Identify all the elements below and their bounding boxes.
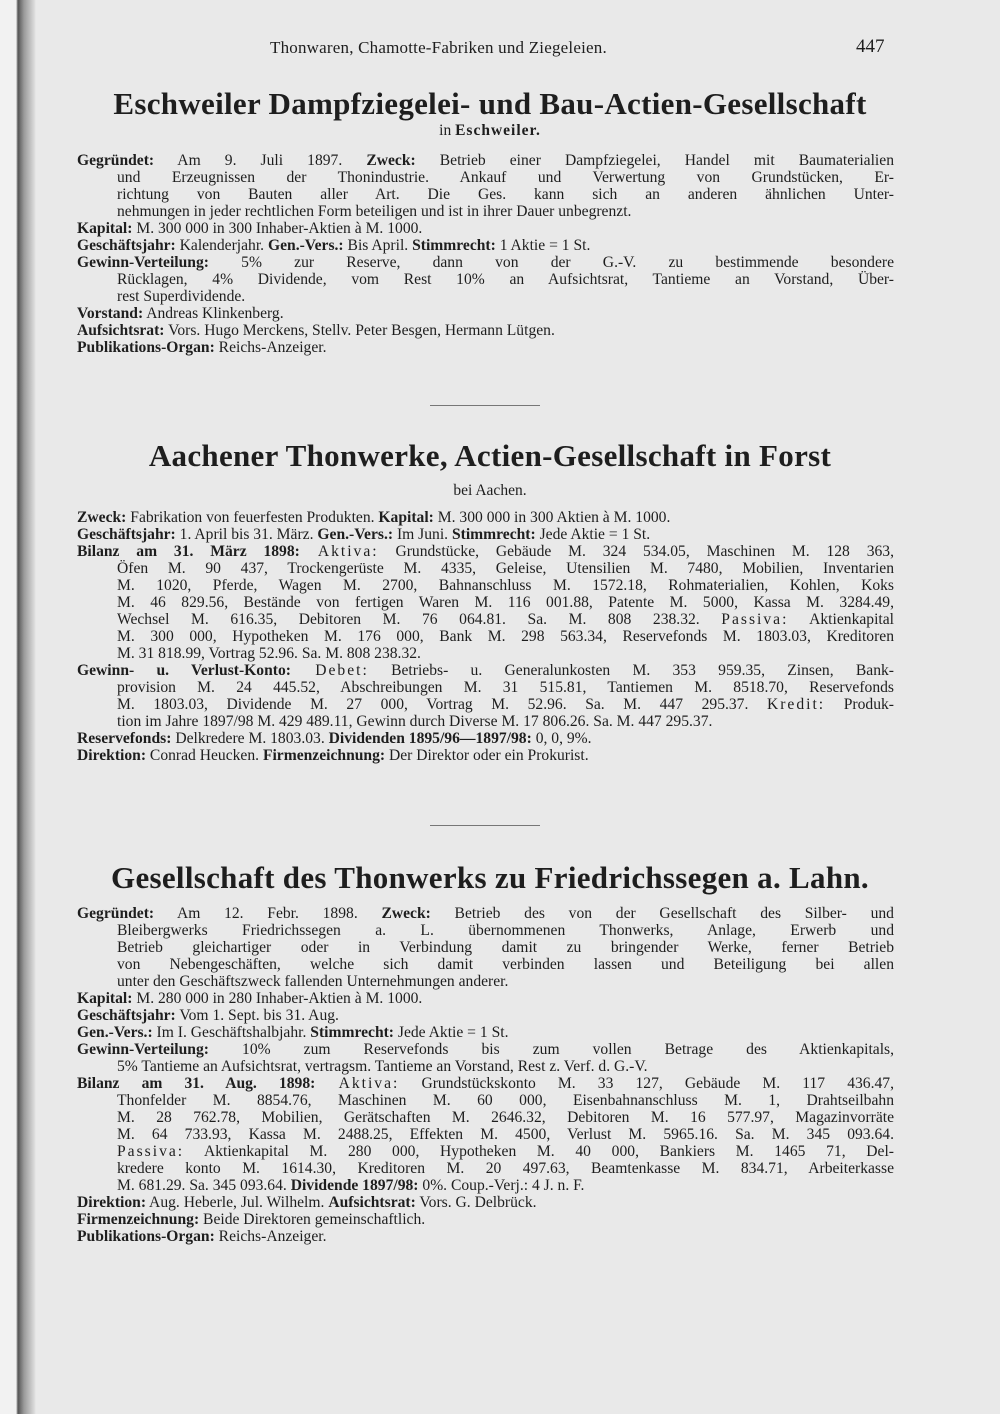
- text-line: [77, 339, 894, 356]
- field-text: Öfen M. 90 437, Trockengerüste M. 4335, Geleise, Utensilien M. 7480, Mobilien, Inventarien: [117, 560, 894, 577]
- section-3-body: [77, 905, 894, 1245]
- text-line: [77, 288, 894, 305]
- text-line: [77, 509, 894, 526]
- field-label: Gegründet:: [77, 152, 155, 169]
- field-text: und Erzeugnissen der Thonindustrie. Ankauf und Verwertung von Grundstücken, Er-: [117, 169, 894, 186]
- field-label: Gegründet:: [77, 905, 155, 922]
- entry-paragraph: [77, 905, 894, 990]
- text-line: [77, 730, 894, 747]
- field-text: Jede Aktie = 1 St.: [535, 526, 651, 543]
- text-line: [77, 1024, 894, 1041]
- field-text: Betrieb gleichartiger oder in Verbindung damit zu bringender Werke, ferner Betrieb: [117, 939, 894, 956]
- spaced-label: Aktiva:: [315, 1075, 400, 1092]
- field-label: Stimmrecht:: [451, 526, 536, 543]
- entry-paragraph: [77, 1075, 894, 1194]
- text-line: [77, 577, 894, 594]
- scan-binding-edge: [0, 0, 36, 1414]
- field-label: Gen.-Vers.:: [77, 1024, 153, 1041]
- field-text: M. 300 000 in 300 Aktien à M. 1000.: [433, 509, 671, 526]
- field-label: Reservefonds:: [77, 730, 172, 747]
- entry-paragraph: [77, 543, 894, 662]
- field-text: M. 46 829.56, Bestände von fertigen Waren M. 116 001.88, Patente M. 5000, Kassa M. 3284.49,: [117, 594, 894, 611]
- field-label: Kapital:: [77, 220, 133, 237]
- text-line: [77, 990, 894, 1007]
- field-text: Bleibergwerks Friedrichssegen a. L. übernommenen Thonwerks, Anlage, Erwerb und: [117, 922, 894, 939]
- field-label: Bilanz am 31. März 1898:: [77, 543, 300, 560]
- text-line: [77, 1194, 894, 1211]
- field-text: Betriebs- u. Generalunkosten M. 353 959.35, Zinsen, Bank-: [368, 662, 894, 679]
- field-label: Kapital:: [77, 990, 133, 1007]
- entry-paragraph: [77, 1194, 894, 1211]
- entry-paragraph: [77, 1007, 894, 1024]
- field-text: kredere konto M. 1614.30, Kreditoren M. 20 497.63, Beamtenkasse M. 834.71, Arbeiterkasse: [117, 1160, 894, 1177]
- text-line: [77, 922, 894, 939]
- text-line: [77, 203, 894, 220]
- text-line: [77, 1126, 894, 1143]
- field-text: 0, 0, 9%.: [531, 730, 592, 747]
- field-text: tion im Jahre 1897/98 M. 429 489.11, Gewinn durch Diverse M. 17 806.26. Sa. M. 447 295.37.: [117, 713, 713, 730]
- field-text: Conrad Heucken.: [146, 747, 263, 764]
- text-line: [77, 1177, 894, 1194]
- field-text: Am 12. Febr. 1898.: [154, 905, 382, 922]
- text-line: [77, 1160, 894, 1177]
- field-text: Am 9. Juli 1897.: [154, 152, 367, 169]
- field-label: Geschäftsjahr:: [77, 237, 176, 254]
- field-text: Delkredere M. 1803.03.: [171, 730, 329, 747]
- field-text: Bis April.: [343, 237, 413, 254]
- text-line: [77, 543, 894, 560]
- text-line: [77, 747, 894, 764]
- field-text: Grundstückskonto M. 33 127, Gebäude M. 117 436.47,: [399, 1075, 894, 1092]
- field-text: M. 300 000, Hypotheken M. 176 000, Bank M. 298 563.34, Reservefonds M. 1803.03, Kreditoren: [117, 628, 894, 645]
- entry-paragraph: [77, 237, 894, 254]
- text-line: [77, 169, 894, 186]
- field-text: M. 1803.03, Dividende M. 27 000, Vortrag M. 52.96. Sa. M. 447 295.37.: [117, 696, 767, 713]
- text-line: [77, 271, 894, 288]
- field-text: Aktienkapital: [788, 611, 894, 628]
- field-text: Beide Direktoren gemeinschaftlich.: [199, 1211, 426, 1228]
- field-text: Betrieb des von der Gesellschaft des Silber- und: [430, 905, 894, 922]
- field-text: Vom 1. Sept. bis 31. Aug.: [175, 1007, 339, 1024]
- field-text: von Nebengeschäften, welche sich damit verbinden lassen und Beteiligung bei allen: [117, 956, 894, 973]
- text-line: [77, 186, 894, 203]
- text-line: [77, 628, 894, 645]
- field-text: 0%. Coup.-Verj.: 4 J. n. F.: [418, 1177, 585, 1194]
- field-label: Publikations-Organ:: [77, 339, 215, 356]
- text-line: [77, 1109, 894, 1126]
- field-label: Firmenzeichnung:: [77, 1211, 200, 1228]
- entry-paragraph: [77, 1024, 894, 1041]
- field-text: Produk-: [825, 696, 894, 713]
- section-3-title: Gesellschaft des Thonwerks zu Friedrichssegen a. Lahn.: [111, 860, 869, 895]
- text-line: [77, 1228, 894, 1245]
- field-label: Direktion:: [77, 747, 147, 764]
- text-line: [77, 560, 894, 577]
- field-text: M. 300 000 in 300 Inhaber-Aktien à M. 1000.: [132, 220, 423, 237]
- text-line: [77, 1058, 894, 1075]
- field-label: Zweck:: [77, 509, 127, 526]
- field-text: Im I. Geschäftshalbjahr.: [152, 1024, 311, 1041]
- field-text: Betrieb einer Dampfziegelei, Handel mit Baumaterialien: [415, 152, 894, 169]
- field-label: Stimmrecht:: [412, 237, 496, 254]
- field-label: Gewinn- u. Verlust-Konto:: [77, 662, 291, 679]
- page-number: 447: [856, 36, 885, 57]
- field-text: Kalenderjahr.: [175, 237, 268, 254]
- field-label: Aufsichtsrat:: [77, 322, 165, 339]
- field-text: provision M. 24 445.52, Abschreibungen M. 31 515.81, Tantiemen M. 8518.70, Reservefonds: [117, 679, 894, 696]
- field-label: Bilanz am 31. Aug. 1898:: [77, 1075, 316, 1092]
- entry-paragraph: [77, 526, 894, 543]
- text-line: [77, 1075, 894, 1092]
- spaced-label: Aktiva:: [299, 543, 379, 560]
- field-label: Dividende 1897/98:: [290, 1177, 419, 1194]
- entry-paragraph: [77, 509, 894, 526]
- field-text: Jede Aktie = 1 St.: [394, 1024, 509, 1041]
- text-line: [77, 305, 894, 322]
- field-label: Direktion:: [77, 1194, 147, 1211]
- entry-paragraph: [77, 339, 894, 356]
- field-text: Vors. G. Delbrück.: [415, 1194, 537, 1211]
- field-text: Fabrikation von feuerfesten Produkten.: [126, 509, 379, 526]
- field-text: 5% Tantieme an Aufsichtsrat, vertragsm. Tantieme an Vorstand, Rest z. Verf. d. G.-V.: [117, 1058, 648, 1075]
- entry-paragraph: [77, 747, 894, 764]
- field-text: Rücklagen, 4% Dividende, vom Rest 10% an Aufsichtsrat, Tantieme an Vorstand, Über-: [117, 271, 894, 288]
- entry-paragraph: [77, 220, 894, 237]
- field-text: Der Direktor oder ein Prokurist.: [385, 747, 589, 764]
- text-line: [77, 679, 894, 696]
- field-text: 5% zur Reserve, dann von der G.-V. zu bestimmende besondere: [208, 254, 894, 271]
- text-line: [77, 662, 894, 679]
- text-line: [77, 254, 894, 271]
- text-line: [77, 645, 894, 662]
- running-title: Thonwaren, Chamotte-Fabriken und Ziegeleien.: [270, 38, 607, 57]
- text-line: [77, 1092, 894, 1109]
- entry-paragraph: [77, 1041, 894, 1075]
- field-text: M. 28 762.78, Mobilien, Gerätschaften M. 2646.32, Debitoren M. 16 577.97, Magazinvorräte: [117, 1109, 894, 1126]
- text-line: [77, 1007, 894, 1024]
- entry-paragraph: [77, 322, 894, 339]
- subtitle-place: Eschweiler.: [455, 122, 541, 139]
- text-line: [77, 152, 894, 169]
- field-label: Publikations-Organ:: [77, 1228, 215, 1245]
- field-label: Firmenzeichnung:: [262, 747, 386, 764]
- text-line: [77, 713, 894, 730]
- subtitle-prefix: in: [439, 122, 456, 139]
- section-1-subtitle: [60, 122, 920, 140]
- text-line: [77, 1143, 894, 1160]
- field-label: Dividenden 1895/96—1897/98:: [328, 730, 532, 747]
- text-line: [77, 956, 894, 973]
- field-label: Vorstand:: [77, 305, 144, 322]
- entry-paragraph: [77, 990, 894, 1007]
- field-text: Reichs-Anzeiger.: [214, 339, 327, 356]
- section-1-title: Eschweiler Dampfziegelei- und Bau-Actien-Gesellschaft: [113, 86, 867, 121]
- field-text: richtung von Bauten aller Art. Die Ges. kann sich an anderen ähnlichen Unter-: [117, 186, 894, 203]
- entry-paragraph: [77, 152, 894, 220]
- section-2-body: [77, 509, 894, 764]
- field-text: Wechsel M. 616.35, Debitoren M. 76 064.81. Sa. M. 808 238.32.: [117, 611, 722, 628]
- field-text: M. 64 733.93, Kassa M. 2488.25, Effekten M. 4500, Verlust M. 5965.16. Sa. M. 345 093.64.: [117, 1126, 894, 1143]
- entry-paragraph: [77, 305, 894, 322]
- section-divider: [430, 405, 540, 406]
- spaced-label: Kredit:: [766, 696, 826, 713]
- field-label: Geschäftsjahr:: [77, 526, 176, 543]
- field-text: Thonfelder M. 8854.76, Maschinen M. 60 000, Eisenbahnanschluss M. 1, Drahtseilbahn: [117, 1092, 894, 1109]
- field-text: rest Superdividende.: [117, 288, 246, 305]
- field-label: Gen.-Vers.:: [267, 237, 344, 254]
- text-line: [77, 322, 894, 339]
- field-text: M. 681.29. Sa. 345 093.64.: [117, 1177, 291, 1194]
- section-2-title: Aachener Thonwerke, Actien-Gesellschaft in Forst: [148, 438, 832, 473]
- field-text: Reichs-Anzeiger.: [214, 1228, 327, 1245]
- field-text: M. 280 000 in 280 Inhaber-Aktien à M. 1000.: [132, 990, 423, 1007]
- entry-paragraph: [77, 662, 894, 730]
- field-text: 10% zum Reservefonds bis zum vollen Betrage des Aktienkapitals,: [208, 1041, 894, 1058]
- spaced-label: Passiva:: [117, 1143, 185, 1160]
- field-label: Aufsichtsrat:: [328, 1194, 416, 1211]
- text-line: [77, 526, 894, 543]
- text-line: [77, 594, 894, 611]
- text-line: [77, 696, 894, 713]
- text-line: [77, 973, 894, 990]
- spaced-label: Debet:: [290, 662, 369, 679]
- field-label: Gewinn-Verteilung:: [77, 1041, 209, 1058]
- field-label: Geschäftsjahr:: [77, 1007, 176, 1024]
- field-label: Kapital:: [378, 509, 434, 526]
- field-label: Zweck:: [381, 905, 431, 922]
- field-text: 1. April bis 31. März.: [175, 526, 318, 543]
- text-line: [77, 1211, 894, 1228]
- field-label: Zweck:: [366, 152, 416, 169]
- field-text: M. 31 818.99, Vortrag 52.96. Sa. M. 808 238.32.: [117, 645, 421, 662]
- field-text: Grundstücke, Gebäude M. 324 534.05, Maschinen M. 128 363,: [378, 543, 894, 560]
- field-text: M. 1020, Pferde, Wagen M. 2700, Bahnanschluss M. 1572.18, Rohmaterialien, Kohlen, Koks: [117, 577, 894, 594]
- entry-paragraph: [77, 730, 894, 747]
- section-divider: [430, 825, 540, 826]
- spaced-label: Passiva:: [721, 611, 789, 628]
- field-text: Andreas Klinkenberg.: [143, 305, 284, 322]
- entry-paragraph: [77, 254, 894, 305]
- field-text: Aug. Heberle, Jul. Wilhelm.: [146, 1194, 329, 1211]
- section-2-subtitle: bei Aachen.: [453, 482, 527, 499]
- text-line: [77, 905, 894, 922]
- field-text: Im Juni.: [393, 526, 452, 543]
- field-text: Vors. Hugo Merckens, Stellv. Peter Besgen, Hermann Lütgen.: [164, 322, 555, 339]
- section-1-body: [77, 152, 894, 356]
- field-label: Stimmrecht:: [310, 1024, 394, 1041]
- text-line: [77, 220, 894, 237]
- field-label: Gen.-Vers.:: [317, 526, 394, 543]
- text-line: [77, 237, 894, 254]
- entry-paragraph: [77, 1228, 894, 1245]
- text-line: [77, 1041, 894, 1058]
- field-text: unter den Geschäftszweck fallenden Unternehmungen anderer.: [117, 973, 509, 990]
- entry-paragraph: [77, 1211, 894, 1228]
- field-text: 1 Aktie = 1 St.: [495, 237, 591, 254]
- field-text: Aktienkapital M. 280 000, Hypotheken M. 40 000, Bankiers M. 1465 71, Del-: [184, 1143, 894, 1160]
- field-text: nehmungen in jeder rechtlichen Form beteiligen und ist in ihrer Dauer unbegrenzt.: [117, 203, 632, 220]
- text-line: [77, 939, 894, 956]
- text-line: [77, 611, 894, 628]
- field-label: Gewinn-Verteilung:: [77, 254, 209, 271]
